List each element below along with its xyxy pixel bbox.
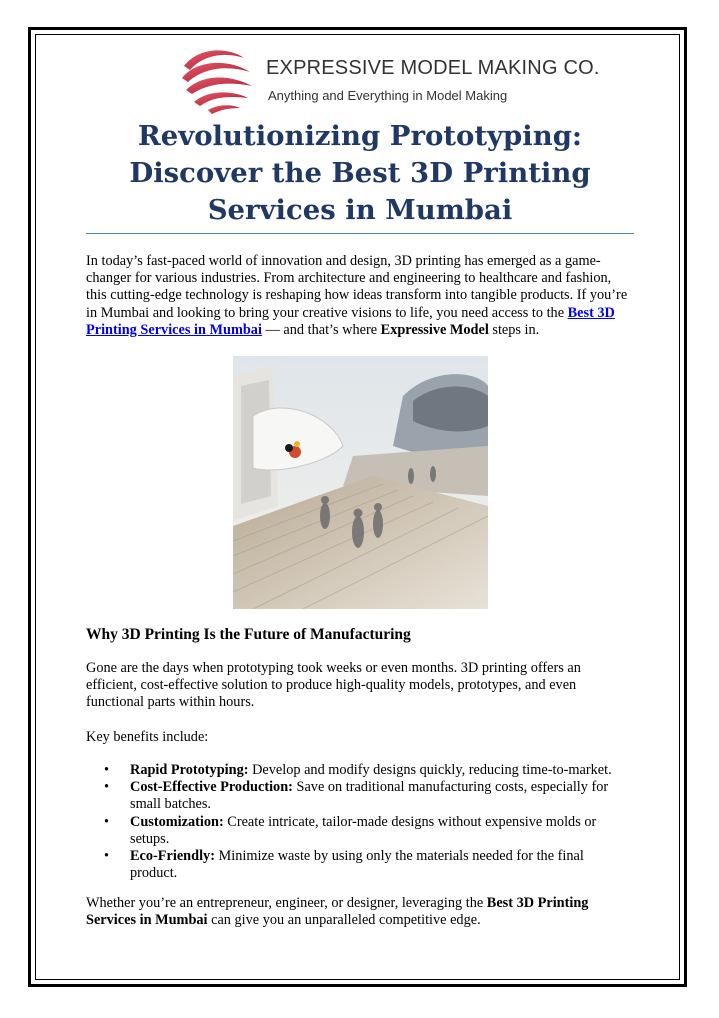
- closing-paragraph: [86, 895, 634, 929]
- benefits-intro: Key benefits include:: [86, 729, 209, 745]
- title-line: Discover the Best 3D Printing: [129, 157, 591, 189]
- section-paragraph: Gone are the days when prototyping took weeks or even months. 3D printing offers an efficient, cost-effective solution to produce high-quality models, prototypes, and even functional parts within hours.: [86, 660, 581, 711]
- list-item: [86, 848, 634, 882]
- benefit-text: Develop and modify designs quickly, reducing time-to-market.: [248, 762, 612, 778]
- brand-tagline: Anything and Everything in Model Making: [268, 88, 508, 103]
- bullet-icon: •: [104, 813, 110, 830]
- bullet-icon: •: [104, 762, 110, 778]
- benefit-label: Rapid Prototyping:: [130, 762, 249, 778]
- list-item: [86, 762, 634, 779]
- bullet-icon: •: [104, 848, 110, 865]
- list-item: [86, 779, 634, 813]
- swirl-logo-icon: [178, 44, 258, 116]
- intro-bold-brand: Expressive Model: [380, 321, 489, 338]
- benefit-label: Cost-Effective Production:: [130, 779, 293, 796]
- benefit-text: Minimize waste by using only the materials needed for the final product.: [130, 848, 584, 882]
- page-title: [86, 118, 634, 229]
- closing-text: Whether you’re an entrepreneur, engineer, or designer, leveraging the: [86, 895, 487, 911]
- benefit-label: Customization:: [130, 813, 224, 830]
- architecture-render-image: [233, 356, 488, 609]
- brand-name: EXPRESSIVE MODEL MAKING CO.: [266, 57, 600, 79]
- benefit-label: Eco-Friendly:: [130, 848, 215, 865]
- benefit-text: Create intricate, tailor-made designs without expensive molds or setups.: [130, 813, 597, 847]
- title-line: Revolutionizing Prototyping:: [137, 120, 583, 152]
- benefits-list: [86, 762, 634, 882]
- list-item: [86, 814, 634, 848]
- section-heading: Why 3D Printing Is the Future of Manufacturing: [86, 626, 411, 643]
- best-3d-printing-link[interactable]: Best 3D Printing Services in Mumbai: [86, 304, 615, 338]
- bullet-icon: •: [104, 779, 110, 796]
- benefit-text: Save on traditional manufacturing costs, especially for small batches.: [130, 779, 609, 813]
- intro-text: — and that’s where: [261, 321, 381, 338]
- intro-paragraph: [86, 253, 634, 339]
- intro-text: steps in.: [488, 321, 540, 338]
- intro-text: In today’s fast-paced world of innovation and design, 3D printing has emerged as a game-changer for various industries. From architecture and engineering to healthcare and fashion, this cutting-edge technology is reshaping how ideas transform into tangible products. If you’re in Mumbai and looking to bring your creative visions to life, you need access to the: [86, 253, 628, 321]
- title-underline: [86, 233, 634, 234]
- closing-bold: Best 3D Printing Services in Mumbai: [86, 895, 589, 929]
- closing-text: can give you an unparalleled competitive edge.: [207, 912, 481, 929]
- title-line: Services in Mumbai: [207, 194, 513, 226]
